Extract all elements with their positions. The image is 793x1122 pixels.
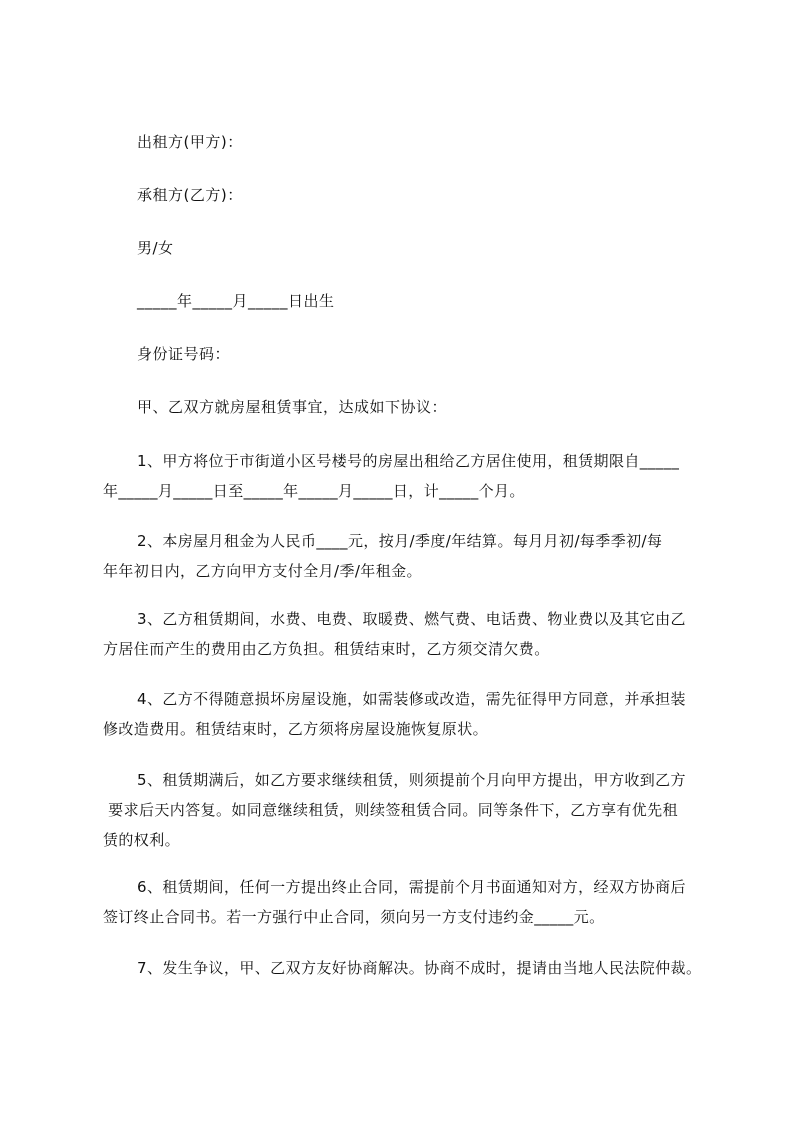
birth-date-line: _____年_____月_____日出生 <box>137 292 335 310</box>
clause-4 <box>103 684 723 744</box>
clause-5-line-1: 5、租赁期满后，如乙方要求继续租赁，则须提前个月向甲方提出，甲方收到乙方 <box>137 771 686 789</box>
agreement-intro: 甲、乙双方就房屋租赁事宜，达成如下协议： <box>137 398 448 416</box>
clause-2-line-2: 年年初日内，乙方向甲方支付全月/季/年租金。 <box>103 562 422 580</box>
clause-1-line-2: 年_____月_____日至_____年_____月_____日，计_____个月。 <box>103 482 525 500</box>
clause-5-line-3: 赁的权利。 <box>103 831 181 849</box>
clause-2-line-1: 2、本房屋月租金为人民币____元，按月/季度/年结算。每月月初/每季季初/每 <box>137 532 663 550</box>
lessor-label: 出租方(甲方)： <box>137 133 243 151</box>
clause-3-line-1: 3、乙方租赁期间，水费、电费、取暖费、燃气费、电话费、物业费以及其它由乙 <box>137 610 686 628</box>
clause-6-line-1: 6、租赁期间，任何一方提出终止合同，需提前个月书面通知对方，经双方协商后 <box>137 878 686 896</box>
clause-4-line-2: 修改造费用。租赁结束时，乙方须将房屋设施恢复原状。 <box>103 720 489 738</box>
lessee-label: 承租方(乙方)： <box>137 186 243 204</box>
clause-7-line-1: 7、发生争议，甲、乙双方友好协商解决。协商不成时，提请由当地人民法院仲裁。 <box>137 959 702 977</box>
clause-3 <box>103 604 723 664</box>
clause-3-line-2: 方居住而产生的费用由乙方负担。租赁结束时，乙方须交清欠费。 <box>103 640 550 658</box>
clause-5 <box>103 765 723 855</box>
gender-line: 男/女 <box>137 239 174 257</box>
clause-7 <box>103 953 723 983</box>
clause-1 <box>103 446 723 506</box>
clause-5-line-2: 要求后天内答复。如同意继续租赁，则续签租赁合同。同等条件下，乙方享有优先租 <box>103 801 678 819</box>
clause-4-line-1: 4、乙方不得随意损坏房屋设施，如需装修或改造，需先征得甲方同意，并承担装 <box>137 690 686 708</box>
clause-1-line-1: 1、甲方将位于市街道小区号楼号的房屋出租给乙方居住使用，租赁期限自_____ <box>137 452 680 470</box>
clause-6 <box>103 872 723 932</box>
clause-2 <box>103 526 723 586</box>
id-number-label: 身份证号码： <box>137 345 231 363</box>
clause-6-line-2: 签订终止合同书。若一方强行中止合同，须向另一方支付违约金_____元。 <box>103 908 605 926</box>
